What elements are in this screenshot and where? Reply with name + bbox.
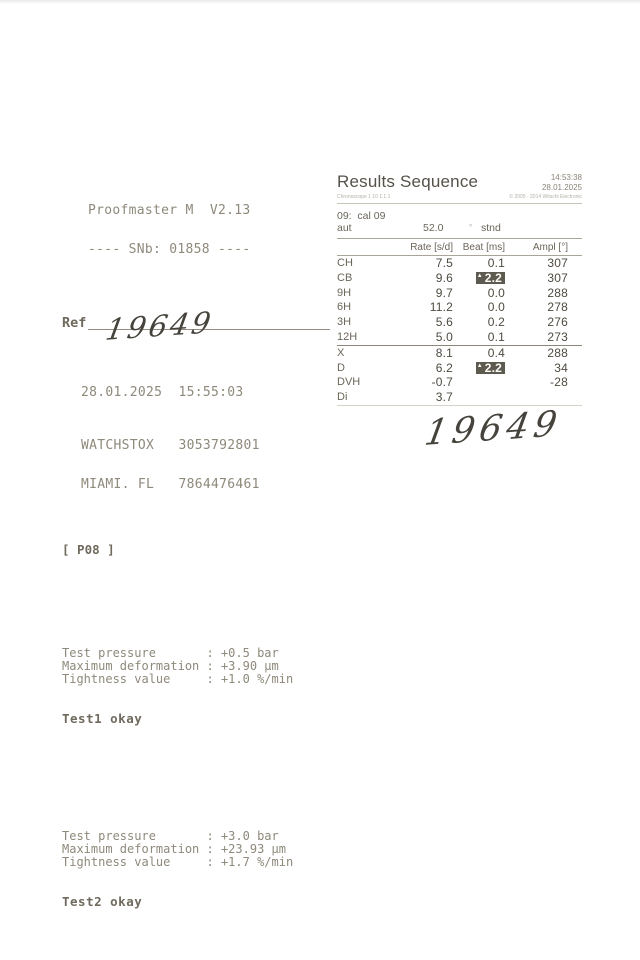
position-label: D	[337, 361, 345, 374]
mode-standard: stnd	[481, 222, 501, 234]
result-row-D	[337, 361, 582, 376]
program-id: [ P08 ]	[62, 542, 115, 557]
results-table-header	[337, 239, 582, 256]
mode-line	[337, 222, 582, 239]
rate-column-header: Rate [s/d]	[410, 242, 453, 253]
amplitude-value: 276	[547, 315, 568, 330]
results-date: 28.01.2025	[541, 182, 582, 192]
amplitude-value: 278	[547, 300, 568, 315]
amplitude-value: -28	[550, 375, 568, 390]
test-measurement-line: Test pressure : +3.0 bar	[62, 829, 279, 843]
position-label: 3H	[337, 316, 352, 329]
position-label: DVH	[337, 376, 361, 389]
rate-value: 6.2	[435, 360, 453, 375]
beat-flagged-cell: ▲ 2.2	[476, 362, 505, 374]
scan-edge-shadow	[0, 0, 640, 4]
test-datetime: 28.01.2025 15:55:03	[81, 385, 244, 400]
beat-value: 0.4	[487, 345, 505, 360]
proofmaster-receipt	[62, 178, 330, 960]
beat-value	[453, 271, 505, 286]
amplitude-value	[505, 390, 568, 405]
result-row-9H	[337, 286, 582, 301]
amplitude-value: 273	[547, 329, 568, 344]
results-title: Results Sequence	[337, 172, 479, 191]
result-row-12H	[337, 330, 582, 346]
ref-row	[62, 304, 330, 347]
test-blocks	[62, 595, 330, 947]
test-measurement-line: Maximum deformation : +3.90 µm	[62, 659, 279, 673]
rate-value: 9.6	[435, 270, 453, 285]
device-copyright-text: © 2005 - 2014 Witschi Electronic	[509, 194, 582, 200]
amplitude-value: 307	[547, 270, 568, 285]
mode-auto: aut	[337, 222, 352, 234]
device-serial-line: ---- SNb: 01858 ----	[88, 242, 251, 257]
beat-value: 0.2	[487, 315, 505, 330]
device-title: Proofmaster M V2.13	[88, 203, 251, 218]
handwritten-ref-number-right: 19649	[421, 403, 565, 455]
amplitude-value: 288	[547, 345, 568, 360]
rate-value: 11.2	[429, 300, 453, 315]
beat-value	[453, 361, 505, 376]
position-label: CB	[337, 271, 353, 284]
store-city-phone: MIAMI. FL 7864476461	[81, 477, 260, 492]
test-block	[62, 621, 330, 751]
lift-angle-degree-mark: °	[469, 223, 473, 232]
test-measurement-line: Maximum deformation : +23.93 µm	[62, 842, 286, 856]
beat-value	[453, 390, 505, 405]
position-column-spacer	[337, 242, 377, 253]
ref-label: Ref	[62, 315, 87, 331]
amplitude-value: 307	[547, 256, 568, 270]
results-time: 14:53:38	[550, 173, 582, 182]
lift-angle-value: 52.0	[423, 222, 444, 234]
calibration-program-line: 09: cal 09	[337, 210, 386, 222]
position-label: CH	[337, 257, 353, 269]
test-result-status: Test2 okay	[62, 894, 143, 909]
results-table-body	[337, 256, 582, 406]
result-row-DVH	[337, 375, 582, 390]
test-measurement-line: Test pressure : +0.5 bar	[62, 646, 279, 660]
rate-value: 9.7	[435, 285, 453, 300]
amplitude-value: 288	[547, 285, 568, 300]
results-timestamp	[542, 173, 582, 192]
position-label: 12H	[337, 330, 358, 343]
beat-value	[453, 375, 505, 390]
result-row-Di	[337, 390, 582, 405]
rate-value: 3.7	[435, 390, 453, 405]
test-measurements	[62, 647, 330, 686]
beat-value: 0.0	[487, 300, 505, 315]
beat-value: 0.1	[487, 256, 505, 270]
rate-value: 5.0	[435, 329, 453, 344]
result-row-CB	[337, 271, 582, 286]
test-result-status: Test1 okay	[62, 711, 143, 726]
results-sequence-receipt	[337, 172, 582, 455]
rate-value: 7.5	[435, 256, 453, 270]
test-block	[62, 804, 330, 934]
device-info-line	[337, 194, 582, 204]
amplitude-column-header: Ampl [°]	[532, 242, 568, 253]
position-label: Di	[337, 391, 348, 404]
rate-value: 8.1	[435, 345, 453, 360]
test-measurement-line: Tightness value : +1.7 %/min	[62, 855, 294, 869]
result-row-CH	[337, 256, 582, 271]
rate-value: -0.7	[431, 375, 453, 390]
results-header	[337, 172, 582, 192]
position-label: 6H	[337, 301, 352, 314]
amplitude-value: 34	[554, 360, 568, 375]
device-model-text: Chronoscope 1 10 1.1.1	[337, 194, 391, 200]
beat-flagged-cell: ▲ 2.2	[476, 272, 505, 284]
position-label: X	[337, 346, 345, 359]
test-measurements	[62, 830, 330, 869]
result-row-X	[337, 346, 582, 361]
store-name-phone: WATCHSTOX 3053792801	[81, 438, 260, 453]
test-measurement-line: Tightness value : +1.0 %/min	[62, 672, 294, 686]
beat-value: 0.1	[487, 329, 505, 344]
beat-column-header: Beat [ms]	[462, 242, 505, 253]
rate-value: 5.6	[435, 315, 453, 330]
result-row-6H	[337, 300, 582, 315]
beat-value: 0.0	[487, 285, 505, 300]
position-label: 9H	[337, 286, 352, 299]
handwritten-ref-number: 19649	[103, 304, 217, 347]
result-row-3H	[337, 315, 582, 330]
